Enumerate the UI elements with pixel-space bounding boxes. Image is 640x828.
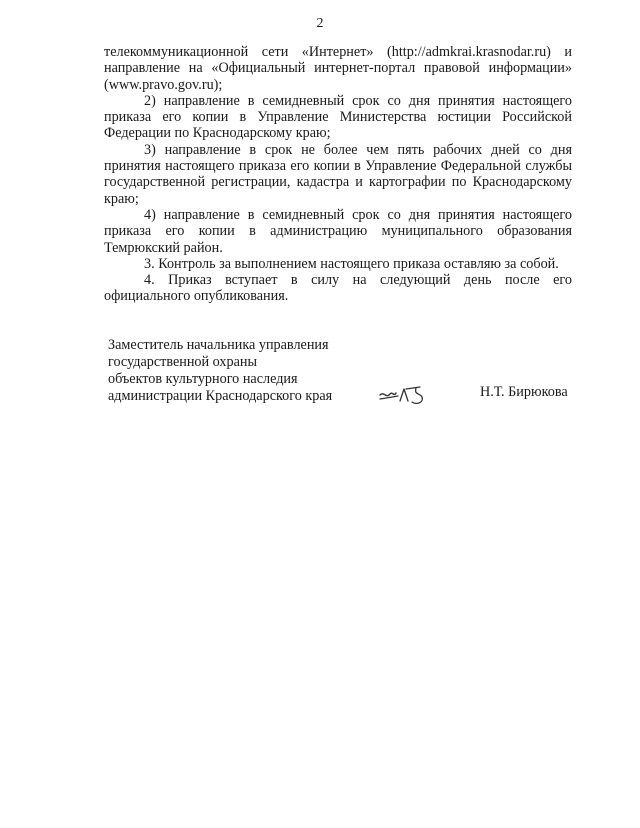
- signatory-title: [108, 337, 332, 405]
- paragraph-item-4: 4) направление в семидневный срок со дня принятия настоящего приказа его копии в администрацию муниципального образования Темрюкский район.: [104, 206, 572, 256]
- paragraph-clause-3: 3. Контроль за выполнением настоящего приказа оставляю за собой.: [144, 255, 559, 272]
- signatory-title-line: государственной охраны: [108, 354, 258, 370]
- paragraph-clause-4: 4. Приказ вступает в силу на следующий день после его официального опубликования.: [104, 272, 572, 305]
- signatory-title-line: объектов культурного наследия: [108, 371, 298, 387]
- paragraph-item-3: 3) направление в срок не более чем пять рабочих дней со дня принятия настоящего приказа его копии в Управление Федеральной службы государственной регистрации, кадастра и картографии по Краснодарскому краю;: [104, 141, 572, 207]
- document-body: [104, 44, 572, 305]
- paragraph-item-2: 2) направление в семидневный срок со дня принятия настоящего приказа его копии в Управление Министерства юстиции Российской Федерации по Краснодарскому краю;: [104, 92, 572, 142]
- signatory-name: Н.Т. Бирюкова: [480, 384, 568, 400]
- handwritten-signature: [376, 383, 436, 411]
- paragraph-continuation: телекоммуникационной сети «Интернет» (http://admkrai.krasnodar.ru) и направление на «Официальный интернет-портал правовой информации» (www.pravo.gov.ru);: [104, 44, 572, 93]
- page-number: 2: [316, 16, 324, 31]
- signatory-title-line: администрации Краснодарского края: [108, 388, 333, 404]
- signatory-title-line: Заместитель начальника управления: [108, 337, 329, 353]
